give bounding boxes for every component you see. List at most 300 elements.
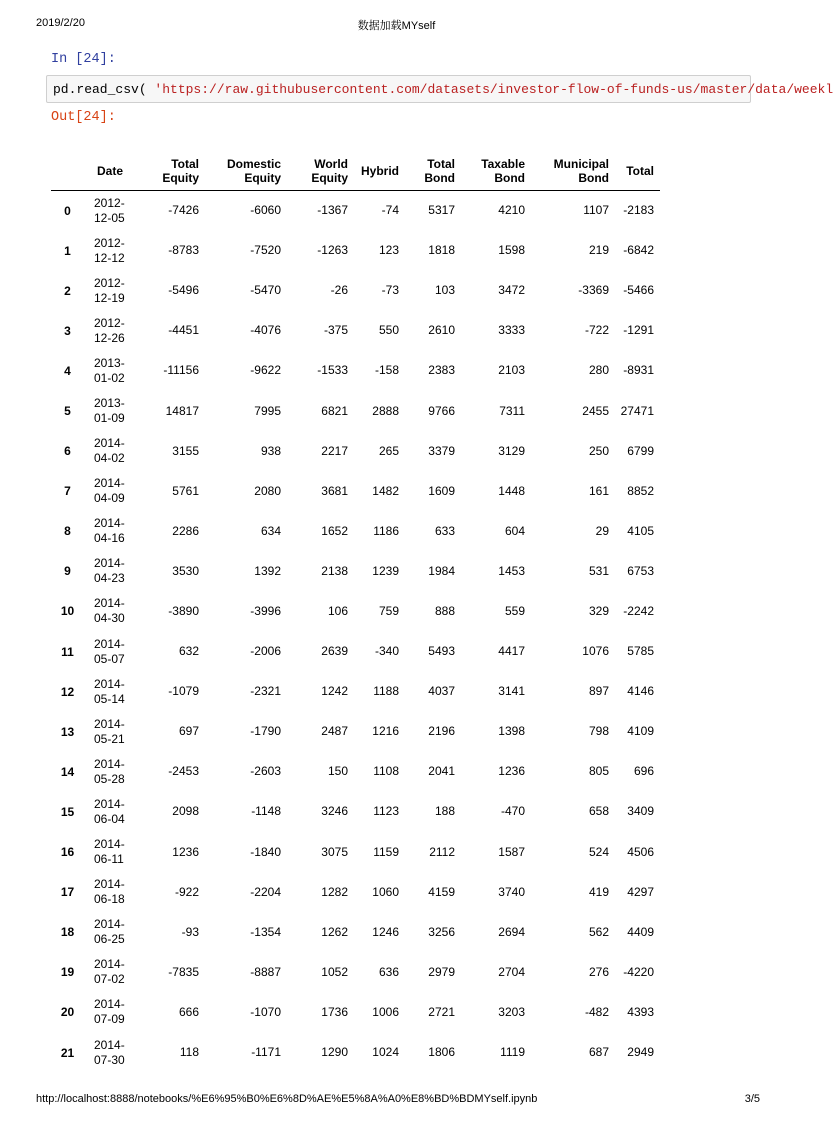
date-part: 2014- [94, 837, 125, 852]
value-cell: -4076 [250, 323, 281, 338]
column-header-label: Equity [162, 171, 199, 185]
value-cell: 1806 [428, 1045, 455, 1060]
value-cell: 1236 [172, 844, 199, 859]
date-part: 04-16 [94, 531, 125, 546]
row-index: 8 [64, 524, 71, 539]
value-cell: 3530 [172, 563, 199, 578]
value-cell: 1609 [428, 483, 455, 498]
value-cell: 3472 [498, 283, 525, 298]
date-cell [84, 271, 129, 311]
value-cell: -11156 [163, 363, 199, 378]
value-cell: 4037 [428, 684, 455, 699]
value-cell: 1398 [498, 724, 525, 739]
output-prompt: Out[24]: [51, 110, 116, 125]
value-cell: 634 [260, 523, 281, 538]
value-cell: 633 [434, 523, 455, 538]
value-cell: 1239 [372, 563, 399, 578]
value-cell: 697 [178, 724, 199, 739]
date-cell [84, 391, 129, 431]
value-cell: 938 [260, 443, 281, 458]
value-cell: -5470 [250, 283, 281, 298]
column-header-label: Bond [578, 171, 609, 185]
date-part: 06-11 [94, 852, 124, 867]
value-cell: 2487 [321, 724, 348, 739]
value-cell: 1482 [372, 483, 399, 498]
row-index: 5 [64, 404, 71, 419]
value-cell: 7311 [499, 403, 525, 418]
date-cell [84, 511, 129, 551]
value-cell: 118 [179, 1045, 199, 1060]
value-cell: 3246 [321, 804, 348, 819]
column-header-label: Bond [494, 171, 525, 185]
date-part: 2012- [94, 195, 125, 210]
value-cell: 562 [588, 924, 609, 939]
value-cell: -7520 [250, 243, 281, 258]
column-header-label: Hybrid [360, 164, 399, 178]
date-part: 12-26 [94, 330, 125, 345]
date-part: 2014- [94, 756, 125, 771]
value-cell: 2041 [428, 764, 455, 779]
table-row [51, 992, 660, 1032]
value-cell: -2006 [250, 644, 281, 659]
date-part: 12-05 [94, 210, 125, 225]
value-cell: 3681 [321, 483, 348, 498]
value-cell: 3155 [172, 443, 199, 458]
value-cell: -3890 [168, 603, 199, 618]
column-header [615, 152, 660, 191]
date-cell [84, 431, 129, 471]
date-cell [84, 311, 129, 351]
value-cell: 161 [588, 483, 609, 498]
print-url: http://localhost:8888/notebooks/%E6%95%B0%E6%8D%AE%E5%8A%A0%E8%BD%BDMYself.ipynb [36, 1093, 538, 1105]
date-part: 05-28 [94, 771, 125, 786]
value-cell: 3075 [321, 844, 348, 859]
date-part: 2014- [94, 516, 125, 531]
value-cell: 805 [588, 764, 609, 779]
column-header-label: Bond [424, 171, 455, 185]
value-cell: 3333 [498, 323, 525, 338]
column-header-label: Total [626, 164, 654, 178]
value-cell: -1354 [250, 924, 281, 939]
value-cell: -1790 [250, 724, 281, 739]
value-cell: 2949 [627, 1045, 654, 1060]
value-cell: -1070 [250, 1004, 281, 1019]
value-cell: -1840 [250, 844, 281, 859]
column-header-label: Equity [311, 171, 348, 185]
value-cell: 759 [378, 603, 399, 618]
column-header-label: Equity [244, 171, 281, 185]
date-part: 07-02 [94, 972, 125, 987]
value-cell: 687 [588, 1045, 609, 1060]
print-footer [0, 1093, 793, 1109]
date-cell [84, 712, 129, 752]
date-cell [84, 992, 129, 1032]
value-cell: 6753 [627, 563, 654, 578]
value-cell: -722 [584, 323, 609, 338]
date-part: 12-12 [94, 250, 125, 265]
value-cell: 3256 [428, 924, 455, 939]
date-part: 12-19 [94, 290, 125, 305]
column-header-label: World [314, 157, 348, 171]
value-cell: 1159 [373, 844, 399, 859]
input-prompt: In [24]: [51, 52, 116, 67]
value-cell: 1242 [321, 684, 348, 699]
column-header-label: Date [96, 164, 123, 178]
value-cell: 188 [434, 804, 455, 819]
value-cell: 106 [327, 603, 348, 618]
value-cell: 2888 [372, 403, 399, 418]
value-cell: -8887 [250, 964, 281, 979]
value-cell: 4506 [627, 844, 654, 859]
value-cell: -922 [174, 884, 199, 899]
print-date: 2019/2/20 [36, 17, 85, 29]
value-cell: 632 [178, 644, 199, 659]
value-cell: 696 [633, 764, 654, 779]
value-cell: 604 [504, 523, 525, 538]
table-row [51, 1032, 660, 1072]
value-cell: 3141 [498, 684, 525, 699]
column-header-label: Total [171, 157, 199, 171]
date-cell [84, 872, 129, 912]
value-cell: 2721 [428, 1004, 455, 1019]
table-row [51, 271, 660, 311]
value-cell: 2103 [498, 363, 525, 378]
value-cell: 2979 [428, 964, 455, 979]
value-cell: 658 [588, 804, 609, 819]
value-cell: -73 [381, 283, 399, 298]
value-cell: -340 [374, 644, 399, 659]
row-index: 14 [60, 764, 75, 779]
value-cell: 2217 [321, 443, 348, 458]
date-part: 01-02 [94, 370, 125, 385]
value-cell: 7995 [254, 403, 281, 418]
value-cell: -26 [330, 283, 348, 298]
value-cell: 5761 [172, 483, 199, 498]
row-index: 21 [60, 1045, 75, 1060]
date-cell [84, 952, 129, 992]
date-part: 06-18 [94, 892, 125, 907]
date-part: 05-21 [94, 731, 125, 746]
value-cell: 5317 [428, 203, 455, 218]
table-row [51, 632, 660, 672]
date-cell [84, 551, 129, 591]
value-cell: -1148 [251, 804, 281, 819]
value-cell: -9622 [250, 363, 281, 378]
value-cell: 2639 [321, 644, 348, 659]
output-area [51, 152, 660, 1073]
page-number: 3/5 [744, 1093, 760, 1105]
column-header [461, 152, 531, 191]
value-cell: -1263 [317, 243, 348, 258]
table-row [51, 231, 660, 271]
table-row [51, 792, 660, 832]
value-cell: 6821 [321, 403, 348, 418]
date-cell [84, 191, 129, 231]
value-cell: 4210 [498, 203, 525, 218]
value-cell: 8852 [627, 483, 654, 498]
value-cell: -2453 [168, 764, 199, 779]
value-cell: 1052 [321, 964, 348, 979]
value-cell: -482 [584, 1004, 609, 1019]
value-cell: 1984 [428, 563, 455, 578]
code-function: pd.read_csv( [53, 82, 147, 97]
date-cell [84, 632, 129, 672]
value-cell: 1587 [498, 844, 525, 859]
value-cell: 1290 [321, 1045, 348, 1060]
dataframe-table [51, 152, 660, 1073]
date-part: 07-30 [94, 1052, 125, 1067]
value-cell: 1598 [498, 243, 525, 258]
value-cell: 1123 [373, 804, 399, 819]
table-header-row [51, 152, 660, 191]
date-cell [84, 832, 129, 872]
value-cell: 4409 [627, 924, 654, 939]
table-row [51, 391, 660, 431]
value-cell: -1079 [168, 684, 199, 699]
column-header [129, 152, 205, 191]
value-cell: 1453 [498, 563, 525, 578]
code-string: 'https://raw.githubusercontent.com/datasets/investor-flow-of-funds-us/master/data/weekl [146, 82, 833, 97]
print-title: 数据加载MYself [357, 20, 436, 32]
value-cell: -5496 [168, 283, 199, 298]
date-part: 04-30 [94, 611, 125, 626]
value-cell: 2138 [321, 563, 348, 578]
date-cell [84, 231, 129, 271]
column-header [405, 152, 461, 191]
value-cell: 150 [327, 764, 348, 779]
date-part: 04-09 [94, 491, 125, 506]
value-cell: -2183 [623, 203, 654, 218]
date-cell [84, 1032, 129, 1072]
date-cell [84, 672, 129, 712]
column-header-label: Taxable [481, 157, 525, 171]
value-cell: 1448 [498, 483, 525, 498]
row-index: 1 [64, 243, 71, 258]
column-header-label: Total [427, 157, 455, 171]
date-part: 01-09 [94, 411, 125, 426]
value-cell: 9766 [428, 403, 455, 418]
row-index: 2 [64, 283, 71, 298]
date-part: 2014- [94, 997, 125, 1012]
value-cell: 280 [588, 363, 609, 378]
value-cell: 1652 [321, 523, 348, 538]
column-header [531, 152, 615, 191]
row-index: 9 [64, 564, 71, 579]
date-part: 2014- [94, 796, 125, 811]
table-row [51, 351, 660, 391]
table-body [51, 191, 660, 1073]
date-part: 05-14 [94, 691, 125, 706]
row-index: 19 [60, 965, 75, 980]
value-cell: -8783 [168, 243, 199, 258]
date-cell [84, 792, 129, 832]
row-index: 7 [64, 484, 71, 499]
value-cell: 6799 [627, 443, 654, 458]
value-cell: -3996 [250, 603, 281, 618]
print-header [0, 17, 793, 33]
value-cell: 798 [588, 724, 609, 739]
value-cell: 250 [588, 443, 609, 458]
value-cell: 123 [378, 243, 399, 258]
value-cell: 3379 [428, 443, 455, 458]
date-cell [84, 912, 129, 952]
value-cell: -5466 [623, 283, 654, 298]
value-cell: -6842 [623, 243, 654, 258]
value-cell: 1060 [372, 884, 399, 899]
date-part: 2014- [94, 636, 125, 651]
value-cell: -2321 [250, 684, 281, 699]
row-index: 11 [61, 644, 74, 659]
value-cell: -470 [500, 804, 525, 819]
date-part: 04-23 [94, 571, 125, 586]
value-cell: 2455 [582, 403, 609, 418]
code-line [53, 82, 833, 97]
row-index: 10 [60, 604, 75, 619]
value-cell: 2196 [428, 724, 455, 739]
value-cell: -375 [323, 323, 348, 338]
value-cell: 4105 [627, 523, 654, 538]
date-part: 06-25 [94, 932, 125, 947]
table-row [51, 191, 660, 231]
column-header [84, 152, 129, 191]
row-index: 0 [64, 203, 71, 218]
value-cell: 4146 [627, 684, 654, 699]
value-cell: 1282 [321, 884, 348, 899]
value-cell: 5785 [627, 644, 654, 659]
row-index: 17 [60, 885, 75, 900]
value-cell: 419 [588, 884, 609, 899]
table-row [51, 471, 660, 511]
value-cell: 5493 [428, 644, 455, 659]
value-cell: 14817 [165, 403, 199, 418]
date-part: 2014- [94, 596, 125, 611]
value-cell: 1024 [372, 1045, 399, 1060]
date-part: 2014- [94, 556, 125, 571]
value-cell: 1262 [321, 924, 348, 939]
value-cell: 29 [595, 523, 609, 538]
value-cell: 2286 [172, 523, 199, 538]
value-cell: 1736 [321, 1004, 348, 1019]
value-cell: 1108 [373, 764, 399, 779]
date-part: 2014- [94, 877, 125, 892]
value-cell: 524 [588, 844, 609, 859]
value-cell: 4417 [498, 644, 525, 659]
date-part: 2012- [94, 275, 125, 290]
table-row [51, 872, 660, 912]
value-cell: -7426 [168, 203, 199, 218]
row-index: 13 [60, 724, 75, 739]
value-cell: 531 [588, 563, 609, 578]
date-part: 2014- [94, 957, 125, 972]
table-row [51, 311, 660, 351]
value-cell: 4109 [627, 724, 654, 739]
value-cell: -1171 [251, 1045, 281, 1060]
date-part: 04-02 [94, 451, 125, 466]
date-part: 2014- [94, 476, 125, 491]
value-cell: -2603 [250, 764, 281, 779]
value-cell: 27471 [620, 403, 654, 418]
date-part: 07-09 [94, 1012, 125, 1027]
date-part: 06-04 [94, 811, 125, 826]
date-cell [84, 752, 129, 792]
value-cell: -1291 [623, 323, 654, 338]
value-cell: -93 [181, 924, 199, 939]
index-header [51, 152, 84, 191]
row-index: 18 [60, 925, 75, 940]
value-cell: 1236 [498, 764, 525, 779]
table-row [51, 952, 660, 992]
value-cell: 888 [434, 603, 455, 618]
value-cell: 1188 [373, 684, 399, 699]
value-cell: 1246 [372, 924, 399, 939]
column-header [354, 152, 405, 191]
value-cell: 276 [588, 964, 609, 979]
value-cell: -7835 [168, 964, 199, 979]
value-cell: 219 [588, 243, 609, 258]
date-part: 2014- [94, 436, 125, 451]
date-part: 2014- [94, 716, 125, 731]
value-cell: 3740 [498, 884, 525, 899]
row-index: 6 [64, 444, 71, 459]
value-cell: 2383 [428, 363, 455, 378]
column-header [205, 152, 287, 191]
value-cell: 3203 [498, 1004, 525, 1019]
value-cell: 103 [434, 283, 455, 298]
value-cell: 550 [378, 323, 399, 338]
value-cell: -2242 [623, 603, 654, 618]
table-row [51, 832, 660, 872]
value-cell: 2112 [429, 844, 455, 859]
value-cell: -3369 [578, 283, 609, 298]
value-cell: -6060 [250, 203, 281, 218]
value-cell: -1367 [317, 203, 348, 218]
row-index: 4 [64, 363, 71, 378]
date-part: 2013- [94, 355, 125, 370]
value-cell: 4297 [627, 884, 654, 899]
value-cell: 1186 [373, 523, 399, 538]
date-cell [84, 351, 129, 391]
column-header-label: Domestic [226, 157, 281, 171]
value-cell: 4393 [627, 1004, 654, 1019]
code-cell[interactable] [46, 75, 833, 103]
row-index: 3 [64, 323, 71, 338]
value-cell: 3129 [498, 443, 525, 458]
value-cell: 265 [378, 443, 399, 458]
value-cell: -1533 [317, 363, 348, 378]
table-row [51, 672, 660, 712]
value-cell: 1392 [254, 563, 281, 578]
date-cell [84, 591, 129, 631]
value-cell: 329 [588, 603, 609, 618]
row-index: 20 [60, 1005, 75, 1020]
date-part: 2014- [94, 917, 125, 932]
value-cell: 897 [588, 684, 609, 699]
date-part: 2012- [94, 235, 125, 250]
value-cell: 4159 [428, 884, 455, 899]
date-part: 2014- [94, 1037, 125, 1052]
date-cell [84, 471, 129, 511]
value-cell: 559 [504, 603, 525, 618]
value-cell: 2704 [498, 964, 525, 979]
row-index: 15 [60, 804, 75, 819]
value-cell: 1216 [372, 724, 399, 739]
table-row [51, 712, 660, 752]
value-cell: 3409 [627, 804, 654, 819]
value-cell: 666 [178, 1004, 199, 1019]
row-index: 12 [60, 684, 75, 699]
value-cell: 2098 [172, 804, 199, 819]
value-cell: 1076 [582, 644, 609, 659]
